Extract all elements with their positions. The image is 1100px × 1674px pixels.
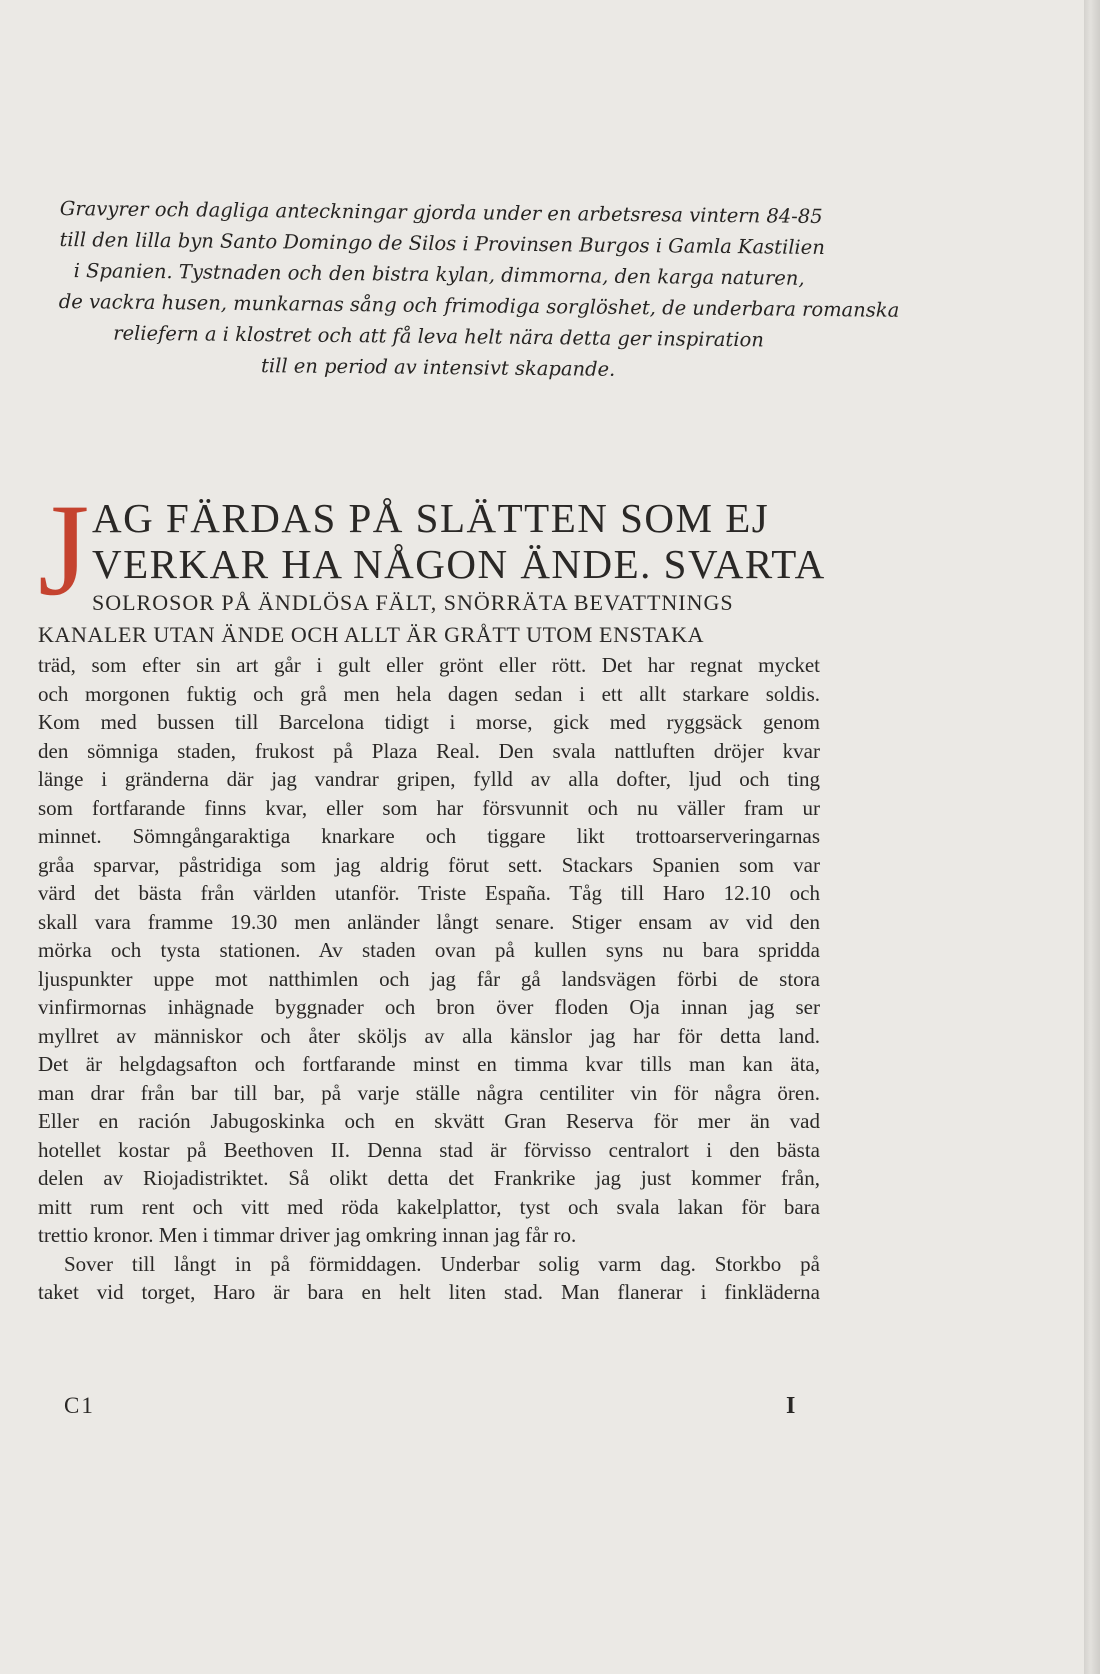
main-text-block [38,476,826,1307]
page-number: I [786,1393,796,1419]
text-line: trettio kronor. Men i timmar driver jag omkring innan jag får ro. [38,1223,577,1247]
intro-line: i Spanien. Tystnaden och den bistra kylan, dimmorna, den karga naturen, [73,259,805,290]
caps-line: SOLROSOR PÅ ÄNDLÖSA FÄLT, SNÖRRÄTA BEVATTNINGS [92,590,734,615]
text-line: myllret av människor och åter sköljs av alla känslor jag har för detta land. [38,1023,820,1048]
text-line: minnet. Sömngångaraktiga knarkare och tiggare likt trottoarserveringarnas [38,824,820,848]
paragraph-1 [38,651,820,1250]
text-line: skall vara framme 19.30 men anländer långt senare. Stiger ensam av vid den [38,909,820,934]
signature-mark: C1 [64,1393,95,1418]
text-line: gråa sparvar, påstridiga som jag aldrig förut sett. Stackars Spanien som var [38,852,820,877]
text-line: Eller en ración Jabugoskinka och en skvätt Gran Reserva för mer än vad [38,1109,820,1133]
caps-line: KANALER UTAN ÄNDE OCH ALLT ÄR GRÅTT UTOM ENSTAKA [38,622,705,647]
text-line: ljuspunkter uppe mot natthimlen och jag får gå landsvägen förbi de stora [38,966,820,991]
intro-italic-block [58,193,900,387]
page-edge [1084,0,1100,1674]
text-line: mörka och tysta stationen. Av staden ovan på kullen syns nu bara spridda [38,938,820,962]
text-line: Sover till långt in på förmiddagen. Underbar solig varm dag. Storkbo på [64,1251,820,1276]
paragraph-2 [38,1250,820,1307]
intro-line: Gravyrer och dagliga anteckningar gjorda under en arbetsresa vintern 84-85 [59,196,823,228]
text-line: hotellet kostar på Beethoven II. Denna stad är förvisso centralort i den bästa [38,1137,820,1162]
intro-line: reliefern a i klostret och att få leva helt nära detta ger inspiration [113,321,764,352]
text-line: delen av Riojadistriktet. Så olikt detta det Frankrike jag just kommer från, [38,1166,820,1190]
text-line: Kom med bussen till Barcelona tidigt i morse, gick med ryggsäck genom [38,710,820,734]
intro-line: till en period av intensivt skapande. [260,354,616,381]
text-line: Det är helgdagsafton och fortfarande minst en timma kvar tills man kan äta, [38,1052,820,1076]
text-line: mitt rum rent och vitt med röda kakelplattor, tyst och svala lakan för bara [38,1194,820,1219]
text-line: vinfirmornas inhägnade byggnader och bron över floden Oja innan jag ser [38,995,820,1019]
intro-line: till den lilla byn Santo Domingo de Silos i Provinsen Burgos i Gamla Kastilien [59,227,825,260]
text-line: den sömniga staden, frukost på Plaza Real. Den svala nattluften dröjer kvar [38,738,820,763]
text-line: värd det bästa från världen utanför. Triste España. Tåg till Haro 12.10 och [38,881,820,905]
text-line: man drar från bar till bar, på varje ställe några centiliter vin för några ören. [38,1080,820,1105]
text-line: länge i gränderna där jag vandrar gripen, fylld av alla dofter, ljud och ting [38,767,820,791]
intro-line: de vackra husen, munkarnas sång och frimodiga sorglöshet, de underbara romanska [58,289,900,322]
caps-line: AG FÄRDAS PÅ SLÄTTEN SOM EJ [92,495,770,541]
text-line: som fortfarande finns kvar, eller som har försvunnit och nu väller fram ur [38,795,820,820]
caps-line: VERKAR HA NÅGON ÄNDE. SVARTA [92,541,826,587]
text-line: träd, som efter sin art går i gult eller grönt eller rött. Det har regnat mycket [38,653,820,677]
drop-cap-initial: J [38,476,90,623]
text-line: och morgonen fuktig och grå men hela dagen sedan i ett allt starkare soldis. [38,681,820,706]
text-line: taket vid torget, Haro är bara en helt liten stad. Man flanerar i finkläderna [38,1280,820,1304]
